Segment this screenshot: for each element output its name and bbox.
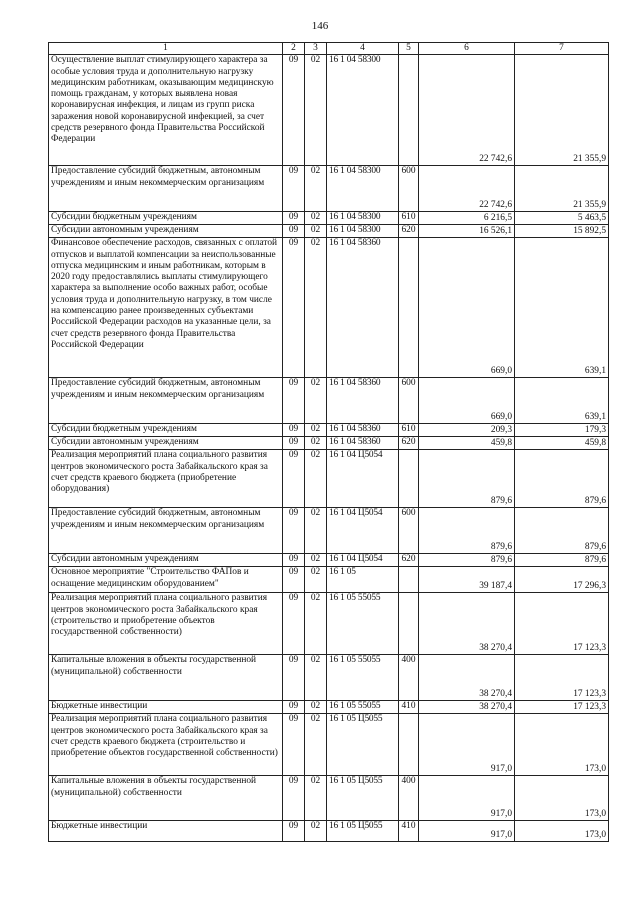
- cell-expense-type: 600: [399, 378, 419, 424]
- table-row: [49, 55, 609, 166]
- table-row: [49, 225, 609, 238]
- cell-section: 09: [283, 437, 305, 450]
- header-col-4: 4: [327, 43, 399, 55]
- cell-amount-col7: 21 355,9: [515, 166, 609, 212]
- budget-table: [48, 42, 609, 842]
- cell-amount-col6: 917,0: [419, 776, 515, 821]
- cell-amount-col7: 15 892,5: [515, 225, 609, 238]
- cell-subsection: 02: [305, 508, 327, 554]
- cell-target-code: 16 1 04 58360: [327, 378, 399, 424]
- cell-subsection: 02: [305, 437, 327, 450]
- cell-subsection: 02: [305, 450, 327, 508]
- cell-amount-col7: 879,6: [515, 450, 609, 508]
- cell-subsection: 02: [305, 701, 327, 714]
- cell-section: 09: [283, 238, 305, 378]
- cell-target-code: 16 1 04 58360: [327, 424, 399, 437]
- table-row: [49, 378, 609, 424]
- table-row: [49, 701, 609, 714]
- cell-expense-type: [399, 714, 419, 776]
- cell-subsection: 02: [305, 166, 327, 212]
- cell-section: 09: [283, 593, 305, 655]
- cell-expense-type: 410: [399, 701, 419, 714]
- cell-name: Капитальные вложения в объекты государственной (муниципальной) собственности: [49, 655, 283, 701]
- cell-subsection: 02: [305, 378, 327, 424]
- cell-amount-col6: 879,6: [419, 508, 515, 554]
- cell-amount-col6: 879,6: [419, 450, 515, 508]
- table-row: [49, 166, 609, 212]
- cell-amount-col7: 879,6: [515, 508, 609, 554]
- cell-expense-type: 410: [399, 821, 419, 842]
- table-row: [49, 567, 609, 593]
- cell-target-code: 16 1 05 55055: [327, 593, 399, 655]
- cell-subsection: 02: [305, 567, 327, 593]
- cell-amount-col6: 6 216,5: [419, 212, 515, 225]
- cell-name: Предоставление субсидий бюджетным, автономным учреждениям и иным некоммерческим организациям: [49, 166, 283, 212]
- cell-subsection: 02: [305, 593, 327, 655]
- cell-expense-type: 600: [399, 508, 419, 554]
- cell-amount-col6: 16 526,1: [419, 225, 515, 238]
- cell-amount-col7: 639,1: [515, 238, 609, 378]
- cell-amount-col7: 173,0: [515, 776, 609, 821]
- cell-target-code: 16 1 04 58300: [327, 225, 399, 238]
- cell-subsection: 02: [305, 212, 327, 225]
- cell-target-code: 16 1 04 58360: [327, 238, 399, 378]
- cell-expense-type: [399, 238, 419, 378]
- cell-target-code: 16 1 04 58300: [327, 55, 399, 166]
- table-row: [49, 508, 609, 554]
- cell-name: Финансовое обеспечение расходов, связанных с оплатой отпусков и выплатой компенсации за неиспользованные отпуска медицинским и иным работникам, которым в 2020 году предоставлялись выплаты стимулирующего характера за выполнение особо важных работ, особые условия труда и дополнительную нагрузку, в том числе на компенсацию ранее произведенных субъектами Российской Федерации расходов на указанные цели, за счет средств резервного фонда Правительства Российской Федерации: [49, 238, 283, 378]
- cell-section: 09: [283, 212, 305, 225]
- cell-amount-col6: 669,0: [419, 378, 515, 424]
- cell-section: 09: [283, 166, 305, 212]
- cell-amount-col6: 38 270,4: [419, 593, 515, 655]
- cell-name: Капитальные вложения в объекты государственной (муниципальной) собственности: [49, 776, 283, 821]
- cell-amount-col6: 669,0: [419, 238, 515, 378]
- cell-name: Реализация мероприятий плана социального развития центров экономического роста Забайкальского края (строительство и приобретение объектов государственной собственности): [49, 593, 283, 655]
- cell-name: Субсидии бюджетным учреждениям: [49, 212, 283, 225]
- cell-section: 09: [283, 567, 305, 593]
- cell-section: 09: [283, 225, 305, 238]
- cell-expense-type: 600: [399, 166, 419, 212]
- cell-amount-col6: 209,3: [419, 424, 515, 437]
- cell-expense-type: [399, 450, 419, 508]
- cell-expense-type: [399, 567, 419, 593]
- table-row: [49, 212, 609, 225]
- table-row: [49, 424, 609, 437]
- cell-amount-col6: 22 742,6: [419, 55, 515, 166]
- cell-expense-type: 610: [399, 212, 419, 225]
- cell-section: 09: [283, 554, 305, 567]
- cell-amount-col6: 459,8: [419, 437, 515, 450]
- cell-section: 09: [283, 450, 305, 508]
- cell-amount-col7: 179,3: [515, 424, 609, 437]
- cell-subsection: 02: [305, 424, 327, 437]
- table-row: [49, 776, 609, 821]
- cell-amount-col7: 17 123,3: [515, 655, 609, 701]
- cell-amount-col7: 21 355,9: [515, 55, 609, 166]
- cell-amount-col7: 879,6: [515, 554, 609, 567]
- cell-amount-col6: 879,6: [419, 554, 515, 567]
- cell-target-code: 16 1 05 Ц5055: [327, 821, 399, 842]
- cell-amount-col7: 459,8: [515, 437, 609, 450]
- cell-section: 09: [283, 701, 305, 714]
- cell-name: Субсидии автономным учреждениям: [49, 437, 283, 450]
- cell-section: 09: [283, 508, 305, 554]
- cell-target-code: 16 1 04 Ц5054: [327, 554, 399, 567]
- cell-expense-type: 620: [399, 554, 419, 567]
- cell-amount-col6: 38 270,4: [419, 701, 515, 714]
- table-row: [49, 437, 609, 450]
- cell-amount-col6: 22 742,6: [419, 166, 515, 212]
- cell-target-code: 16 1 04 58300: [327, 212, 399, 225]
- cell-subsection: 02: [305, 225, 327, 238]
- cell-name: Осуществление выплат стимулирующего характера за особые условия труда и дополнительную нагрузку медицинским работникам, оказывающим медицинскую помощь гражданам, у которых выявлена новая коронавирусная инфекция, и лицам из групп риска заражения новой коронавирусной инфекцией, за счет средств резервного фонда Правительства Российской Федерации: [49, 55, 283, 166]
- header-col-2: 2: [283, 43, 305, 55]
- cell-amount-col6: 917,0: [419, 714, 515, 776]
- cell-amount-col7: 17 123,3: [515, 593, 609, 655]
- cell-subsection: 02: [305, 238, 327, 378]
- cell-expense-type: 620: [399, 225, 419, 238]
- cell-target-code: 16 1 04 58360: [327, 437, 399, 450]
- table-row: [49, 593, 609, 655]
- cell-name: Предоставление субсидий бюджетным, автономным учреждениям и иным некоммерческим организациям: [49, 508, 283, 554]
- table-row: [49, 655, 609, 701]
- header-col-3: 3: [305, 43, 327, 55]
- cell-name: Субсидии автономным учреждениям: [49, 554, 283, 567]
- cell-amount-col7: 173,0: [515, 714, 609, 776]
- cell-target-code: 16 1 04 58300: [327, 166, 399, 212]
- cell-subsection: 02: [305, 55, 327, 166]
- cell-target-code: 16 1 05 55055: [327, 655, 399, 701]
- cell-target-code: 16 1 04 Ц5054: [327, 508, 399, 554]
- cell-section: 09: [283, 714, 305, 776]
- cell-amount-col7: 5 463,5: [515, 212, 609, 225]
- table-row: [49, 238, 609, 378]
- cell-amount-col7: 17 296,3: [515, 567, 609, 593]
- cell-amount-col7: 173,0: [515, 821, 609, 842]
- cell-name: Реализация мероприятий плана социального развития центров экономического роста Забайкальского края за счет средств краевого бюджета (строительство и приобретение объектов государственной собственности): [49, 714, 283, 776]
- cell-subsection: 02: [305, 714, 327, 776]
- cell-expense-type: 400: [399, 776, 419, 821]
- cell-target-code: 16 1 04 Ц5054: [327, 450, 399, 508]
- table-row: [49, 554, 609, 567]
- cell-section: 09: [283, 378, 305, 424]
- cell-subsection: 02: [305, 776, 327, 821]
- cell-amount-col6: 917,0: [419, 821, 515, 842]
- cell-subsection: 02: [305, 554, 327, 567]
- table-body: [49, 55, 609, 842]
- table-row: [49, 821, 609, 842]
- table-row: [49, 714, 609, 776]
- cell-name: Бюджетные инвестиции: [49, 821, 283, 842]
- cell-expense-type: [399, 593, 419, 655]
- cell-name: Бюджетные инвестиции: [49, 701, 283, 714]
- header-col-7: 7: [515, 43, 609, 55]
- page-number: 146: [311, 20, 329, 32]
- table-header-row: [49, 43, 609, 55]
- cell-amount-col7: 17 123,3: [515, 701, 609, 714]
- cell-target-code: 16 1 05: [327, 567, 399, 593]
- cell-target-code: 16 1 05 Ц5055: [327, 776, 399, 821]
- cell-expense-type: [399, 55, 419, 166]
- cell-subsection: 02: [305, 655, 327, 701]
- header-col-6: 6: [419, 43, 515, 55]
- cell-name: Реализация мероприятий плана социального развития центров экономического роста Забайкальского края за счет средств краевого бюджета (приобретение оборудования): [49, 450, 283, 508]
- cell-target-code: 16 1 05 55055: [327, 701, 399, 714]
- cell-section: 09: [283, 776, 305, 821]
- cell-name: Субсидии бюджетным учреждениям: [49, 424, 283, 437]
- cell-target-code: 16 1 05 Ц5055: [327, 714, 399, 776]
- cell-expense-type: 620: [399, 437, 419, 450]
- cell-expense-type: 400: [399, 655, 419, 701]
- cell-name: Предоставление субсидий бюджетным, автономным учреждениям и иным некоммерческим организациям: [49, 378, 283, 424]
- cell-amount-col6: 39 187,4: [419, 567, 515, 593]
- cell-section: 09: [283, 655, 305, 701]
- header-col-5: 5: [399, 43, 419, 55]
- cell-amount-col7: 639,1: [515, 378, 609, 424]
- cell-name: Субсидии автономным учреждениям: [49, 225, 283, 238]
- cell-section: 09: [283, 821, 305, 842]
- cell-name: Основное мероприятие "Строительство ФАПов и оснащение медицинским оборудованием": [49, 567, 283, 593]
- cell-subsection: 02: [305, 821, 327, 842]
- cell-section: 09: [283, 424, 305, 437]
- cell-section: 09: [283, 55, 305, 166]
- table-row: [49, 450, 609, 508]
- cell-amount-col6: 38 270,4: [419, 655, 515, 701]
- header-col-1: 1: [49, 43, 283, 55]
- cell-expense-type: 610: [399, 424, 419, 437]
